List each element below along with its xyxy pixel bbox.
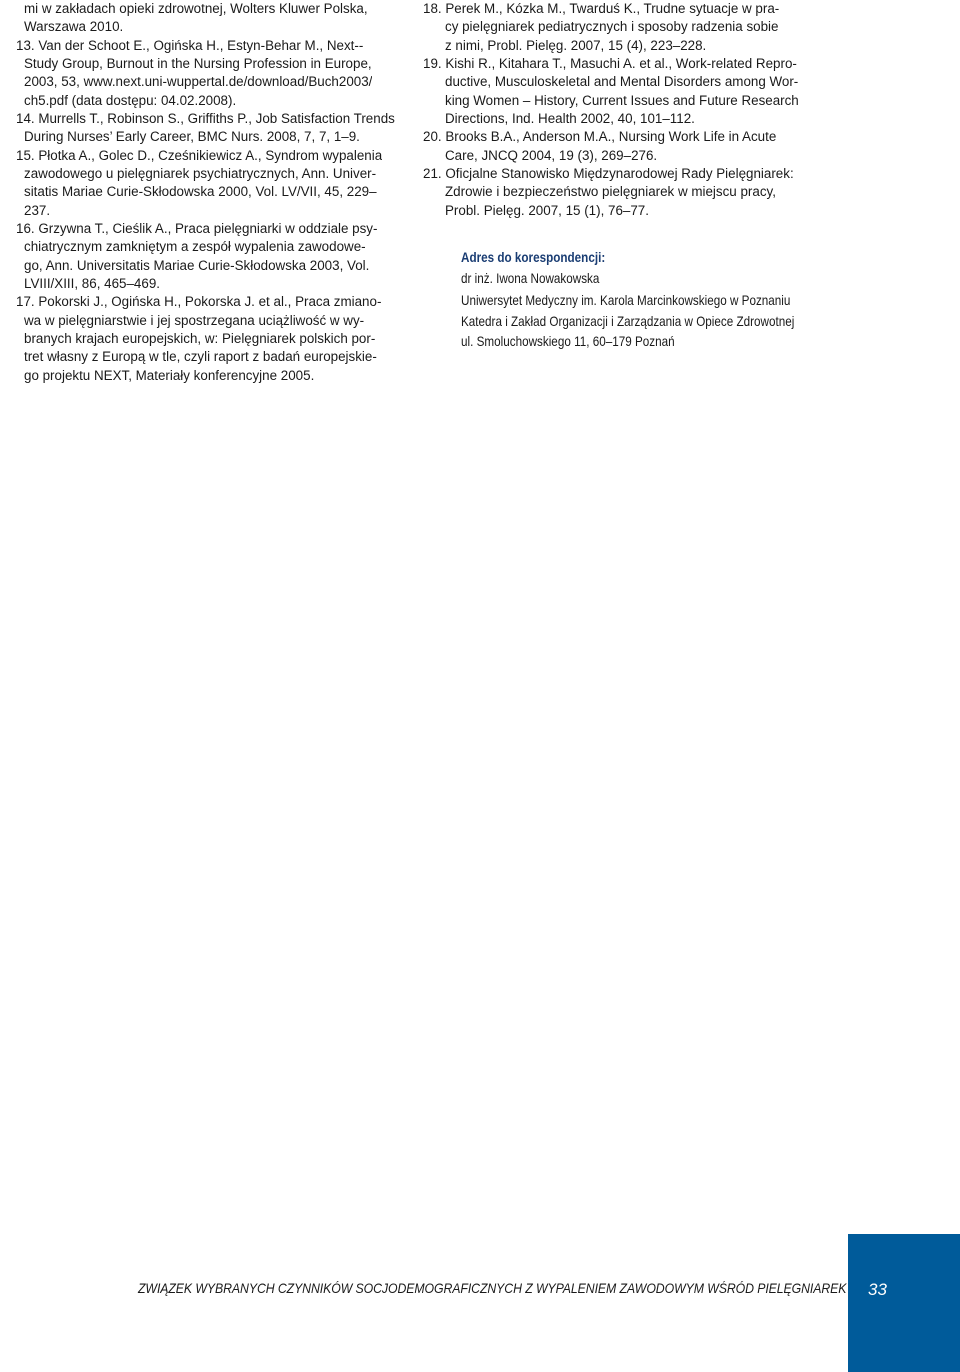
ref-line: Care, JNCQ 2004, 19 (3), 269–276. bbox=[445, 148, 658, 163]
ref-line: ch5.pdf (data dostępu: 04.02.2008). bbox=[24, 93, 237, 108]
ref-line: 16. Grzywna T., Cieślik A., Praca pielęgniarki w oddziale psy- bbox=[16, 221, 378, 236]
ref-line: 14. Murrells T., Robinson S., Griffiths P., Job Satisfaction Trends bbox=[16, 111, 395, 126]
address-heading: Adres do korespondencji: bbox=[461, 250, 606, 265]
ref-line: 18. Perek M., Kózka M., Twarduś K., Trudne sytuacje w pra- bbox=[423, 1, 780, 16]
ref-line: branych krajach europejskich, w: Pielęgniarek polskich por- bbox=[24, 331, 376, 346]
ref-line: 19. Kishi R., Kitahara T., Masuchi A. et al., Work-related Repro- bbox=[423, 56, 797, 71]
ref-line: ductive, Musculoskeletal and Mental Disorders among Wor- bbox=[445, 74, 799, 89]
ref-line: Study Group, Burnout in the Nursing Profession in Europe, bbox=[24, 56, 372, 71]
street-address: ul. Smoluchowskiego 11, 60–179 Poznań bbox=[461, 334, 675, 350]
ref-line: z nimi, Probl. Pielęg. 2007, 15 (4), 223–228. bbox=[445, 38, 707, 53]
ref-line: tret własny z Europą w tle, czyli raport z badań europejskie- bbox=[24, 349, 377, 364]
ref-line: chiatrycznym zamkniętym a zespół wypalenia zawodowe- bbox=[24, 239, 366, 254]
running-title: ZWIĄZEK WYBRANYCH CZYNNIKÓW SOCJODEMOGRAFICZNYCH Z WYPALENIEM ZAWODOWYM WŚRÓD PIELĘGNIAREK bbox=[138, 1281, 847, 1296]
ref-line: 15. Płotka A., Golec D., Cześnikiewicz A., Syndrom wypalenia bbox=[16, 148, 383, 163]
ref-line: king Women – History, Current Issues and Future Research bbox=[445, 93, 799, 108]
ref-line: wa w pielęgniarstwie i jej spostrzegana uciążliwość w wy- bbox=[24, 313, 365, 328]
page-number-box bbox=[848, 1234, 960, 1372]
department: Katedra i Zakład Organizacji i Zarządzania w Opiece Zdrowotnej bbox=[461, 313, 795, 329]
ref-line: Warszawa 2010. bbox=[24, 19, 124, 34]
institution: Uniwersytet Medyczny im. Karola Marcinkowskiego w Poznaniu bbox=[461, 293, 791, 309]
correspondence-address bbox=[461, 248, 805, 353]
ref-line: 2003, 53, www.next.uni-wuppertal.de/download/Buch2003/ bbox=[24, 74, 373, 89]
ref-line: 237. bbox=[24, 203, 51, 218]
ref-line: 20. Brooks B.A., Anderson M.A., Nursing Work Life in Acute bbox=[423, 129, 777, 144]
page-number: 33 bbox=[868, 1280, 887, 1299]
ref-line: sitatis Mariae Curie-Skłodowska 2000, Vol. LV/VII, 45, 229– bbox=[24, 184, 377, 199]
ref-line: mi w zakładach opieki zdrowotnej, Wolters Kluwer Polska, bbox=[24, 1, 368, 16]
ref-line: go, Ann. Universitatis Mariae Curie-Skłodowska 2003, Vol. bbox=[24, 258, 370, 273]
ref-line: cy pielęgniarek pediatrycznych i sposoby radzenia sobie bbox=[445, 19, 779, 34]
ref-line: 13. Van der Schoot E., Ogińska H., Estyn-Behar M., Next-- bbox=[16, 38, 364, 53]
ref-line: During Nurses’ Early Career, BMC Nurs. 2008, 7, 7, 1–9. bbox=[24, 129, 360, 144]
author-name: dr inż. Iwona Nowakowska bbox=[461, 270, 600, 286]
ref-line: 17. Pokorski J., Ogińska H., Pokorska J. et al., Praca zmiano- bbox=[16, 294, 382, 309]
ref-line: go projektu NEXT, Materiały konferencyjne 2005. bbox=[24, 368, 315, 383]
ref-line: Directions, Ind. Health 2002, 40, 101–112. bbox=[445, 111, 695, 126]
ref-line: Probl. Pielęg. 2007, 15 (1), 76–77. bbox=[445, 203, 649, 218]
ref-line: LVIII/XIII, 86, 465–469. bbox=[24, 276, 160, 291]
ref-line: Zdrowie i bezpieczeństwo pielęgniarek w miejscu pracy, bbox=[445, 184, 776, 199]
ref-line: 21. Oficjalne Stanowisko Międzynarodowej Rady Pielęgniarek: bbox=[423, 166, 794, 181]
ref-line: zawodowego u pielęgniarek psychiatrycznych, Ann. Univer- bbox=[24, 166, 377, 181]
